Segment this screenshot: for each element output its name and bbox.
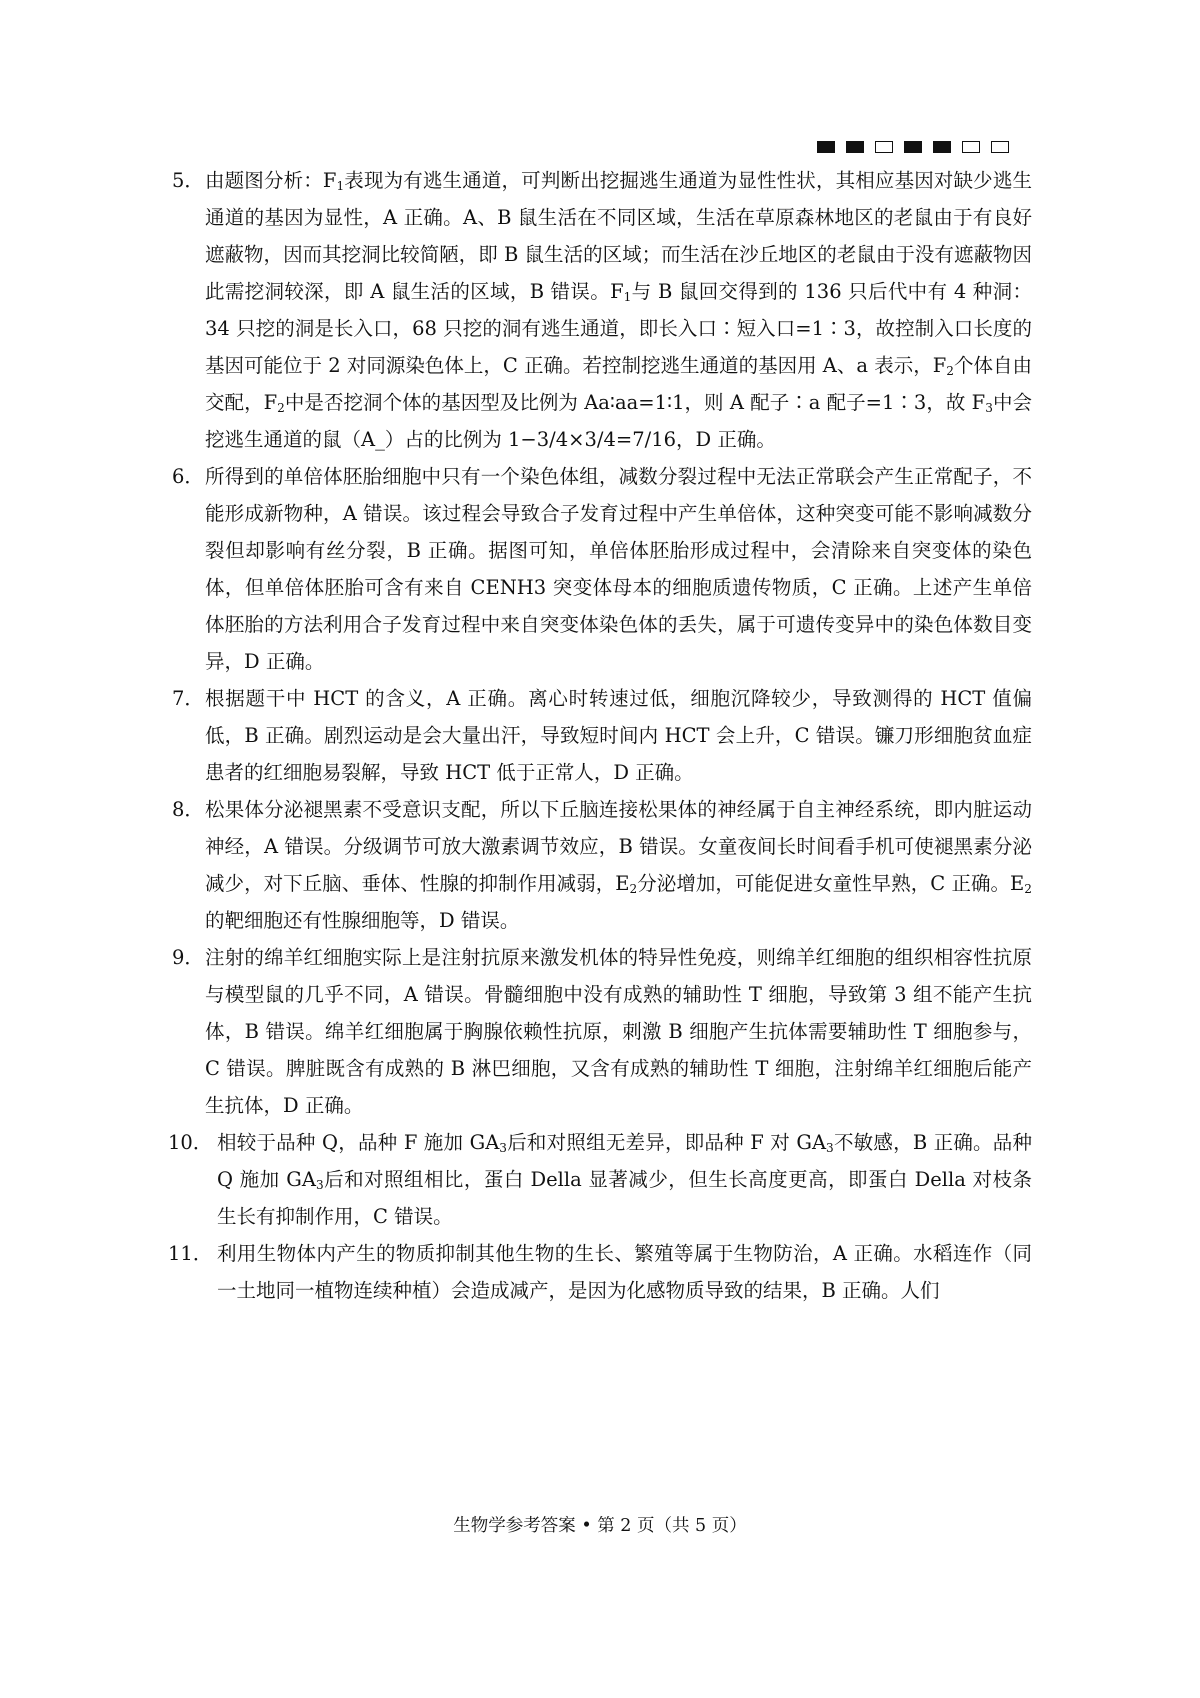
subscript: 1 bbox=[623, 290, 632, 305]
answer-text: 根据题干中 HCT 的含义，A 正确。离心时转速过低，细胞沉降较少，导致测得的 HCT 值偏低，B 正确。剧烈运动是会大量出汗，导致短时间内 HCT 会上升，C 错误。镰刀形细胞贫血症患者的红细胞易裂解，导致 HCT 低于正常人，D 正确。 bbox=[205, 687, 1032, 784]
header-mark bbox=[933, 141, 951, 153]
subscript: 3 bbox=[985, 401, 993, 416]
subscript: 1 bbox=[336, 179, 345, 194]
answer-number: 11． bbox=[168, 1242, 213, 1265]
subscript: 3 bbox=[499, 1141, 507, 1156]
answer-text: 后和对照组无差异，即品种 F 对 GA bbox=[506, 1131, 827, 1154]
answer-item bbox=[168, 1235, 1032, 1309]
header-mark bbox=[846, 141, 864, 153]
header-mark bbox=[904, 141, 922, 153]
answer-number: 9． bbox=[172, 946, 204, 969]
header-mark bbox=[817, 141, 835, 153]
subscript: 2 bbox=[946, 364, 954, 379]
answer-number: 6． bbox=[172, 465, 204, 488]
answer-text: 松果体分泌褪黑素不受意识支配，所以下丘脑连接松果体的神经属于自主神经系统，即内脏运动神经，A 错误。分级调节可放大激素调节效应，B 错误。女童夜间长时间看手机可使褪黑素分泌减少，对下丘脑、垂体、性腺的抑制作用减弱，E bbox=[205, 798, 1032, 895]
answer-text: 分泌增加，可能促进女童性早熟，C 正确。E bbox=[637, 872, 1025, 895]
answer-text: 与 B 鼠回交得到的 136 只后代中有 4 种洞：34 只挖的洞是长入口，68 只挖的洞有逃生通道，即长入口∶短入口=1∶3，故控制入口长度的基因可能位于 2 对同源染色体上，C 正确。若控制挖逃生通道的基因用 A、a 表示，F bbox=[205, 280, 1032, 377]
answer-text: 中是否挖洞个体的基因型及比例为 Aa∶aa=1∶1，则 A 配子∶a 配子=1∶3，故 F bbox=[284, 391, 986, 414]
subscript: 2 bbox=[1024, 882, 1032, 897]
answer-list bbox=[168, 162, 1033, 1309]
header-marks bbox=[817, 141, 1009, 153]
answer-text: 表现为有逃生通道，可判断出挖掘逃生通道为显性性状，其相应基因对缺少逃生通道的基因为显性，A 正确。A、B 鼠生活在不同区域，生活在草原森林地区的老鼠由于有良好遮蔽物，因而其挖洞比较简陋，即 B 鼠生活的区域；而生活在沙丘地区的老鼠由于没有遮蔽物因此需挖洞较深，即 A 鼠生活的区域，B 错误。F bbox=[205, 169, 1032, 303]
answer-text: 相较于品种 Q，品种 F 施加 GA bbox=[217, 1131, 500, 1154]
answer-number: 7． bbox=[172, 687, 204, 710]
subscript: 3 bbox=[826, 1141, 834, 1156]
answer-number: 10． bbox=[168, 1131, 213, 1154]
answer-text: 的靶细胞还有性腺细胞等，D 错误。 bbox=[205, 909, 520, 932]
answer-item bbox=[172, 791, 1032, 939]
subscript: 3 bbox=[315, 1178, 324, 1193]
answer-item bbox=[172, 162, 1032, 458]
header-mark bbox=[962, 141, 980, 153]
answer-item bbox=[172, 458, 1032, 680]
answer-item bbox=[172, 680, 1032, 791]
answer-text: 不敏感，B 正确。品种 Q 施加 GA bbox=[217, 1131, 1032, 1191]
answer-number: 5． bbox=[172, 169, 204, 192]
header-mark bbox=[875, 141, 893, 153]
answer-item bbox=[168, 1124, 1033, 1235]
answer-number: 8． bbox=[172, 798, 204, 821]
answer-text: 注射的绵羊红细胞实际上是注射抗原来激发机体的特异性免疫，则绵羊红细胞的组织相容性抗原与模型鼠的几乎不同，A 错误。骨髓细胞中没有成熟的辅助性 T 细胞，导致第 3 组不能产生抗体，B 错误。绵羊红细胞属于胸腺依赖性抗原，刺激 B 细胞产生抗体需要辅助性 T 细胞参与，C 错误。脾脏既含有成熟的 B 淋巴细胞，又含有成熟的辅助性 T 细胞，注射绵羊红细胞后能产生抗体，D 正确。 bbox=[205, 946, 1032, 1117]
answer-text: 中会挖逃生通道的鼠（A_）占的比例为 1−3/4×3/4=7/16，D 正确。 bbox=[205, 391, 1032, 451]
answer-text: 所得到的单倍体胚胎细胞中只有一个染色体组，减数分裂过程中无法正常联会产生正常配子，不能形成新物种，A 错误。该过程会导致合子发育过程中产生单倍体，这种突变可能不影响减数分裂但却影响有丝分裂，B 正确。据图可知，单倍体胚胎形成过程中，会清除来自突变体的染色体，但单倍体胚胎可含有来自 CENH3 突变体母本的细胞质遗传物质，C 正确。上述产生单倍体胚胎的方法利用合子发育过程中来自突变体染色体的丢失，属于可遗传变异中的染色体数目变异，D 正确。 bbox=[205, 465, 1032, 673]
answer-text: 个体自由交配，F bbox=[205, 354, 1032, 414]
answer-text: 利用生物体内产生的物质抑制其他生物的生长、繁殖等属于生物防治，A 正确。水稻连作（同一土地同一植物连续种植）会造成减产，是因为化感物质导致的结果，B 正确。人们 bbox=[217, 1242, 1032, 1302]
answer-text: 由题图分析：F bbox=[205, 169, 337, 192]
page-footer: 生物学参考答案 • 第 2 页（共 5 页） bbox=[453, 1516, 747, 1536]
answer-item bbox=[172, 939, 1032, 1124]
subscript: 2 bbox=[277, 401, 285, 416]
header-mark bbox=[991, 141, 1009, 153]
answer-text: 后和对照组相比，蛋白 Della 显著减少，但生长高度更高，即蛋白 Della 对枝条生长有抑制作用，C 错误。 bbox=[217, 1168, 1033, 1228]
subscript: 2 bbox=[629, 882, 638, 897]
